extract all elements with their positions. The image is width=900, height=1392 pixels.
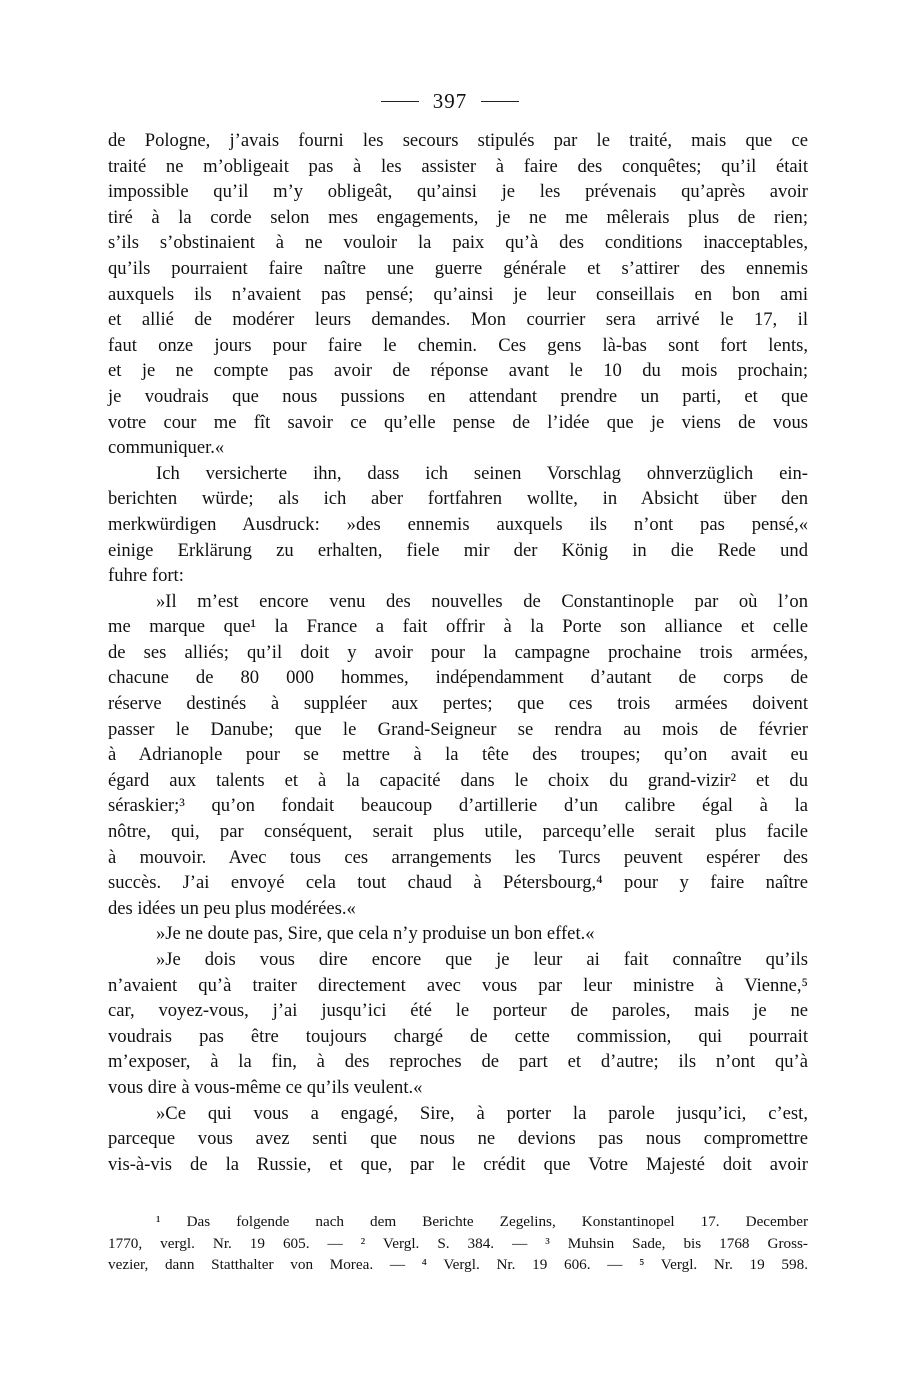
text-line: vis-à-vis de la Russie, et que, par le crédit que Votre Majesté doit avoir	[108, 1153, 808, 1175]
text-line: des idées un peu plus modérées.«	[108, 897, 356, 919]
header-rule-right	[481, 101, 519, 102]
text-line: »Je dois vous dire encore que je leur ai fait connaître qu’ils	[156, 949, 808, 970]
text-line: passer le Danube; que le Grand-Seigneur se rendra au mois de février	[108, 718, 808, 740]
text-line: et je ne compte pas avoir de réponse avant le 10 du mois prochain;	[108, 360, 808, 382]
text-line: n’avaient qu’à traiter directement avec vous par leur ministre à Vienne,⁵	[108, 974, 808, 996]
page-header	[0, 86, 900, 116]
text-line: merkwürdigen Ausdruck: »des ennemis auxquels ils n’ont pas pensé,«	[108, 513, 808, 535]
text-line: qu’ils pourraient faire naître une guerre générale et s’attirer des ennemis	[108, 257, 808, 279]
text-line: vous dire à vous-même ce qu’ils veulent.«	[108, 1076, 423, 1098]
text-line: à mouvoir. Avec tous ces arrangements les Turcs peuvent espérer des	[108, 846, 808, 868]
text-line: et allié de modérer leurs demandes. Mon courrier sera arrivé le 17, il	[108, 309, 808, 331]
text-line: »Ce qui vous a engagé, Sire, à porter la parole jusqu’ici, c’est,	[156, 1102, 808, 1124]
text-line: me marque que¹ la France a fait offrir à la Porte son alliance et celle	[108, 616, 808, 638]
text-line: à Adrianople pour se mettre à la tête des troupes; qu’on avait eu	[108, 744, 808, 766]
footnotes	[108, 1211, 808, 1276]
footnote-line: vezier, dann Statthalter von Morea. — ⁴ Vergl. Nr. 19 606. — ⁵ Vergl. Nr. 19 598.	[108, 1256, 808, 1273]
page-number: 397	[432, 88, 468, 113]
text-line: einige Erklärung zu erhalten, fiele mir der König in die Rede und	[108, 539, 808, 561]
text-line: chacune de 80 000 hommes, indépendamment d’autant de corps de	[108, 667, 808, 689]
text-line: communiquer.«	[108, 437, 225, 459]
text-line: voudrais pas être toujours chargé de cette commission, qui pourrait	[108, 1025, 808, 1047]
text-line: berichten würde; als ich aber fortfahren wollte, in Absicht über den	[108, 488, 808, 510]
text-line: de Pologne, j’avais fourni les secours stipulés par le traité, mais que ce	[108, 130, 808, 151]
header-rule-left	[381, 101, 419, 102]
text-line: s’ils s’obstinaient à ne vouloir la paix qu’à des conditions inacceptables,	[108, 232, 808, 254]
text-line: parceque vous avez senti que nous ne devions pas nous compromettre	[108, 1128, 808, 1150]
body-text	[108, 128, 808, 1177]
text-line: m’exposer, à la fin, à des reproches de part et d’autre; ils n’ont qu’à	[108, 1051, 808, 1073]
text-line: auxquels ils n’avaient pas pensé; qu’ainsi je leur conseillais en bon ami	[108, 283, 808, 305]
text-line: car, voyez-vous, j’ai jusqu’ici été le porteur de paroles, mais je ne	[108, 1000, 808, 1022]
text-line: nôtre, qui, par conséquent, serait plus utile, parcequ’elle serait plus facile	[108, 821, 808, 843]
text-line: votre cour me fît savoir ce qu’elle pense de l’idée que je viens de vous	[108, 411, 808, 433]
footnote-line: ¹ Das folgende nach dem Berichte Zegelins, Konstantinopel 17. December	[156, 1213, 808, 1230]
text-line: séraskier;³ qu’on fondait beaucoup d’artillerie d’un calibre égal à la	[108, 795, 808, 817]
text-line: impossible qu’il m’y obligeât, qu’ainsi je les prévenais qu’après avoir	[108, 181, 808, 203]
text-line: fuhre fort:	[108, 565, 184, 587]
text-line: »Je ne doute pas, Sire, que cela n’y produise un bon effet.«	[156, 923, 595, 945]
text-line: égard aux talents et à la capacité dans le choix du grand-vizir² et du	[108, 769, 808, 791]
text-line: succès. J’ai envoyé cela tout chaud à Pétersbourg,⁴ pour y faire naître	[108, 872, 808, 894]
footnote-line: 1770, vergl. Nr. 19 605. — ² Vergl. S. 384. — ³ Muhsin Sade, bis 1768 Gross-	[108, 1234, 808, 1252]
text-line: tiré à la corde selon mes engagements, je ne me mêlerais plus de rien;	[108, 206, 808, 228]
text-line: de ses alliés; qu’il doit y avoir pour la campagne prochaine trois armées,	[108, 641, 808, 663]
text-line: faut onze jours pour faire le chemin. Ces gens là-bas sont fort lents,	[108, 334, 808, 356]
text-line: réserve destinés à suppléer aux pertes; que ces trois armées doivent	[108, 693, 808, 715]
text-line: traité ne m’obligeait pas à les assister à faire des conquêtes; qu’il était	[108, 155, 808, 177]
text-line: je voudrais que nous pussions en attendant prendre un parti, et que	[108, 385, 808, 407]
text-line: »Il m’est encore venu des nouvelles de Constantinople par où l’on	[156, 590, 808, 612]
text-line: Ich versicherte ihn, dass ich seinen Vorschlag ohnverzüglich ein-	[156, 462, 808, 484]
